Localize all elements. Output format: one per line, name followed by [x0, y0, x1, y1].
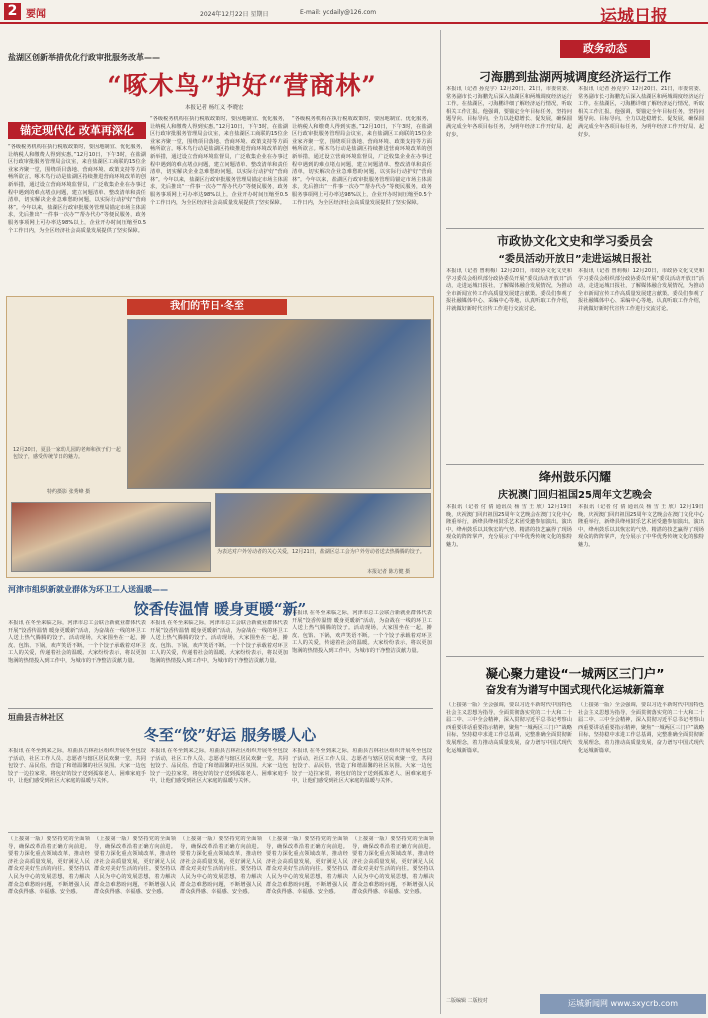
lead-body-col1: “各级税务机构在执行税收政策时，要因地制宜、优化服务，让纳税人和缴费人得到实惠。”12月10日，下午3时，在盐湖区行政审批服务管理局会议室，来自盐湖区工商联的15位企业家齐聚一堂，围绕项目落地、营商环境、政策支持等方面畅所欲言。啄木鸟行动是盐湖区持续推进营商环境改革的创新举措，通过设立营商环境监督员，广泛收集企业在办事过程中遇到的难点堵点问题，建立问题清单、整改清单和责任清单，切实解决企业急难愁盼问题，以实际行动护好“营商林”。今年以来，盐湖区行政审批服务管理局锚定市场主体需求，先后推出“一件事一次办”“帮办代办”等便民服务，政务服务事项网上可办率达98%以上，企业开办时间压缩至0.5个工作日内，为全区经济社会高质量发展提供了坚实保障。 [8, 144, 146, 234]
story2-kicker: 河津市组织新就业群体为环卫工人送温暖—— [8, 585, 168, 594]
column-divider [440, 30, 441, 1014]
right-story1-col2: 本报讯（记者 孙克宇）12月20日、21日，市委常委、常务副市长刁海鹏先后深入盐湖区和两城调度经济运行工作。在盐湖区，刁海鹏详细了解经济运行情况，听取相关工作汇报。他强调，要锚定全年目标任务，坚持问题导向、目标导向，全力以赴稳增长、促发展，确保圆满完成全年各项目标任务，为明年经济工作开好局、起好步。 [578, 86, 704, 138]
right-story2-sub: “委员活动开放日”走进运城日报社 [498, 254, 652, 265]
story3-kicker: 垣曲县吉林社区 [8, 713, 64, 722]
story3-body-col2: 本报讯 在冬至到来之际，垣曲县吉林社区组织开展冬至包饺子活动，社区工作人员、志愿者与辖区居民欢聚一堂，共同包饺子、品民俗，营造了和谐温馨的社区氛围。大家一边包饺子一边拉家常，将包好的饺子送到孤寡老人、困难家庭手中，让他们感受到社区大家庭的温暖与关怀。 [150, 748, 288, 785]
photo-caption-bottom: 为表达对户外劳动者的关心关爱，12月21日，盐湖区总工会为户外劳动者送去热腾腾的饺子。 [217, 549, 425, 555]
story2-title: 饺香传温情 暖身更暖“新” [133, 600, 307, 618]
lead-kicker: 盐湖区创新举措优化行政审批服务改革—— [8, 53, 160, 62]
page-header [0, 0, 708, 27]
page-editor-credit: 二版编辑 二版校对 [446, 998, 488, 1004]
right-story2-col1: 本报讯（记者 曾莉梅）12月20日，市政协文化文史和学习委员会组织部分政协委员开展“委员活动开放日”活动，走进运城日报社，了解媒体融合发展情况，为推动全市新闻宣传工作高质量发展建言献策。委员们参观了报社融媒体中心、采编中心等地，认真听取工作介绍，并就做好新时代宣传工作进行交流讨论。 [446, 268, 572, 312]
story3-body-col1: 本报讯 在冬至到来之际，垣曲县吉林社区组织开展冬至包饺子活动，社区工作人员、志愿者与辖区居民欢聚一堂，共同包饺子、品民俗，营造了和谐温馨的社区氛围。大家一边包饺子一边拉家常，将包好的饺子送到孤寡老人、困难家庭手中，让他们感受到社区大家庭的温暖与关怀。 [8, 748, 146, 785]
right-story3-col1: 本报讯（记者 付 倩 通讯员 杨 雪 王 欣）12月19日晚，庆祝澳门回归祖国25周年文艺晚会在澳门文化中心隆重举行，新绛县绛州鼓乐艺术团受邀参加演出。演出中，绛州鼓乐以其恢宏的气势、精湛的技艺赢得了现场观众的阵阵掌声，充分展示了中华优秀传统文化的独特魅力。 [446, 504, 572, 548]
photo-banner: 我们的节日·冬至 [127, 299, 287, 315]
section-label: 要闻 [26, 9, 46, 20]
lead-body-col3: “各级税务机构在执行税收政策时，要因地制宜、优化服务，让纳税人和缴费人得到实惠。”12月10日，下午3时，在盐湖区行政审批服务管理局会议室，来自盐湖区工商联的15位企业家齐聚一堂，围绕项目落地、营商环境、政策支持等方面畅所欲言。啄木鸟行动是盐湖区持续推进营商环境改革的创新举措，通过设立营商环境监督员，广泛收集企业在办事过程中遇到的难点堵点问题，建立问题清单、整改清单和责任清单，切实解决企业急难愁盼问题，以实际行动护好“营商林”。今年以来，盐湖区行政审批服务管理局锚定市场主体需求，先后推出“一件事一次办”“帮办代办”等便民服务，政务服务事项网上可办率达98%以上，企业开办时间压缩至0.5个工作日内，为全区经济社会高质量发展提供了坚实保障。 [292, 116, 432, 206]
bottom-body-col3: （上接第一版）要坚持党的全面领导，确保改革沿着正确方向前进。要着力深化重点领域改革，推动经济社会高质量发展，更好满足人民群众对美好生活的向往。要坚持以人民为中心的发展思想，着力解决群众急难愁盼问题，不断增强人民群众获得感、幸福感、安全感。 [180, 836, 262, 896]
bottom-body-col4: （上接第一版）要坚持党的全面领导，确保改革沿着正确方向前进。要着力深化重点领域改革，推动经济社会高质量发展，更好满足人民群众对美好生活的向往。要坚持以人民为中心的发展思想，着力解决群众急难愁盼问题，不断增强人民群众获得感、幸福感、安全感。 [266, 836, 348, 896]
photographer-credit-2: 本报记者 陈方健 摄 [367, 569, 411, 575]
email: E-mail: ycdaily@126.com [300, 9, 377, 16]
photo-caption-left: 12月20日，夏县一家幼儿园的老师和孩子们一起包饺子，感受传统节日的魅力。 [13, 447, 121, 460]
right-divider-3 [446, 656, 704, 657]
right-story4-col1: （上接第一版）全会强调，要以习近平新时代中国特色社会主义思想为指导，全面贯彻落实党的二十大和二十届二中、三中全会精神，深入贯彻习近平总书记考察山西重要讲话重要指示精神，聚焦“一城两区三门户”战略目标，坚持稳中求进工作总基调，完整准确全面贯彻新发展理念，着力推动高质量发展，奋力谱写中国式现代化运城新篇章。 [446, 702, 572, 754]
divider [8, 708, 433, 709]
story2-body-col3: 本报讯 在冬至来临之际，河津市总工会联合新就业群体代表开展“饺香传温情 暖身更暖新”活动，为奋战在一线的环卫工人送上热气腾腾的饺子。活动现场，大家围坐在一起，擀皮、包馅、下锅，欢声笑语不断。一个个饺子承载着对环卫工人的关爱，传递着社会的温暖。大家纷纷表示，将以更加饱满的热情投入到工作中，为城市的干净整洁贡献力量。 [292, 610, 432, 654]
right-divider-2 [446, 464, 704, 465]
lead-title: “啄木鸟”护好“营商林” [107, 71, 377, 100]
bottom-body-col1: （上接第一版）要坚持党的全面领导，确保改革沿着正确方向前进。要着力深化重点领域改革，推动经济社会高质量发展，更好满足人民群众对美好生活的向往。要坚持以人民为中心的发展思想，着力解决群众急难愁盼问题，不断增强人民群众获得感、幸福感、安全感。 [8, 836, 90, 896]
right-story1-title: 刁海鹏到盐湖两城调度经济运行工作 [478, 70, 671, 84]
right-story2-col2: 本报讯（记者 曾莉梅）12月20日，市政协文化文史和学习委员会组织部分政协委员开展“委员活动开放日”活动，走进运城日报社，了解媒体融合发展情况，为推动全市新闻宣传工作高质量发展建言献策。委员们参观了报社融媒体中心、采编中心等地，认真听取工作介绍，并就做好新时代宣传工作进行交流讨论。 [578, 268, 704, 312]
divider-bottom [8, 832, 433, 833]
page-number: 2 [4, 3, 21, 20]
right-story3-title: 绛州鼓乐闪耀 [538, 470, 611, 484]
right-story2-title: 市政协文化文史和学习委员会 [496, 234, 653, 248]
lead-body-col2: “各级税务机构在执行税收政策时，要因地制宜、优化服务，让纳税人和缴费人得到实惠。”12月10日，下午3时，在盐湖区行政审批服务管理局会议室，来自盐湖区工商联的15位企业家齐聚一堂，围绕项目落地、营商环境、政策支持等方面畅所欲言。啄木鸟行动是盐湖区持续推进营商环境改革的创新举措，通过设立营商环境监督员，广泛收集企业在办事过程中遇到的难点堵点问题，建立问题清单、整改清单和责任清单，切实解决企业急难愁盼问题，以实际行动护好“营商林”。今年以来，盐湖区行政审批服务管理局锚定市场主体需求，先后推出“一件事一次办”“帮办代办”等便民服务，政务服务事项网上可办率达98%以上，企业开办时间压缩至0.5个工作日内，为全区经济社会高质量发展提供了坚实保障。 [150, 116, 288, 206]
photo-feature [6, 296, 434, 578]
website-watermark: 运城新闻网 www.sxycrb.com [540, 994, 706, 1014]
right-section-banner: 政务动态 [560, 40, 650, 58]
right-story3-col2: 本报讯（记者 付 倩 通讯员 杨 雪 王 欣）12月19日晚，庆祝澳门回归祖国25周年文艺晚会在澳门文化中心隆重举行，新绛县绛州鼓乐艺术团受邀参加演出。演出中，绛州鼓乐以其恢宏的气势、精湛的技艺赢得了现场观众的阵阵掌声，充分展示了中华优秀传统文化的独特魅力。 [578, 504, 704, 548]
right-divider-1 [446, 228, 704, 229]
bottom-body-col2: （上接第一版）要坚持党的全面领导，确保改革沿着正确方向前进。要着力深化重点领域改革，推动经济社会高质量发展，更好满足人民群众对美好生活的向往。要坚持以人民为中心的发展思想，着力解决群众急难愁盼问题，不断增强人民群众获得感、幸福感、安全感。 [94, 836, 176, 896]
issue-date: 2024年12月22日 星期日 [200, 11, 269, 18]
workers-photo [11, 502, 211, 572]
right-story1-col1: 本报讯（记者 孙克宇）12月20日、21日，市委常委、常务副市长刁海鹏先后深入盐湖区和两城调度经济运行工作。在盐湖区，刁海鹏详细了解经济运行情况，听取相关工作汇报。他强调，要锚定全年目标任务，坚持问题导向、目标导向，全力以赴稳增长、促发展，确保圆满完成全年各项目标任务，为明年经济工作开好局、起好步。 [446, 86, 572, 138]
lead-banner: 锚定现代化 改革再深化 [8, 122, 146, 139]
kindergarten-photo [127, 319, 431, 489]
newspaper-logo: 运城日报 [600, 7, 668, 27]
right-story4-title: 凝心聚力建设“一城两区三门户” [485, 666, 665, 681]
story2-body-col1: 本报讯 在冬至来临之际，河津市总工会联合新就业群体代表开展“饺香传温情 暖身更暖新”活动，为奋战在一线的环卫工人送上热气腾腾的饺子。活动现场，大家围坐在一起，擀皮、包馅、下锅，欢声笑语不断。一个个饺子承载着对环卫工人的关爱，传递着社会的温暖。大家纷纷表示，将以更加饱满的热情投入到工作中，为城市的干净整洁贡献力量。 [8, 620, 146, 664]
photographer-credit: 特约摄影 张秀峰 摄 [47, 489, 91, 495]
lead-byline: 本报记者 杨红义 李晓宏 [185, 105, 244, 111]
story3-body-col3: 本报讯 在冬至到来之际，垣曲县吉林社区组织开展冬至包饺子活动，社区工作人员、志愿者与辖区居民欢聚一堂，共同包饺子、品民俗，营造了和谐温馨的社区氛围。大家一边包饺子一边拉家常，将包好的饺子送到孤寡老人、困难家庭手中，让他们感受到社区大家庭的温暖与关怀。 [292, 748, 432, 785]
children-photo [215, 493, 431, 547]
bottom-body-col5: （上接第一版）要坚持党的全面领导，确保改革沿着正确方向前进。要着力深化重点领域改革，推动经济社会高质量发展，更好满足人民群众对美好生活的向往。要坚持以人民为中心的发展思想，着力解决群众急难愁盼问题，不断增强人民群众获得感、幸福感、安全感。 [352, 836, 434, 896]
right-story4-sub: 奋发有为谱写中国式现代化运城新篇章 [485, 684, 665, 696]
story3-title: 冬至“饺”好运 服务暖人心 [143, 726, 317, 744]
story2-body-col2: 本报讯 在冬至来临之际，河津市总工会联合新就业群体代表开展“饺香传温情 暖身更暖新”活动，为奋战在一线的环卫工人送上热气腾腾的饺子。活动现场，大家围坐在一起，擀皮、包馅、下锅，欢声笑语不断。一个个饺子承载着对环卫工人的关爱，传递着社会的温暖。大家纷纷表示，将以更加饱满的热情投入到工作中，为城市的干净整洁贡献力量。 [150, 620, 288, 664]
right-story4-col2: （上接第一版）全会强调，要以习近平新时代中国特色社会主义思想为指导，全面贯彻落实党的二十大和二十届二中、三中全会精神，深入贯彻习近平总书记考察山西重要讲话重要指示精神，聚焦“一城两区三门户”战略目标，坚持稳中求进工作总基调，完整准确全面贯彻新发展理念，着力推动高质量发展，奋力谱写中国式现代化运城新篇章。 [578, 702, 704, 754]
right-story3-sub: 庆祝澳门回归祖国25周年文艺晚会 [498, 490, 652, 501]
